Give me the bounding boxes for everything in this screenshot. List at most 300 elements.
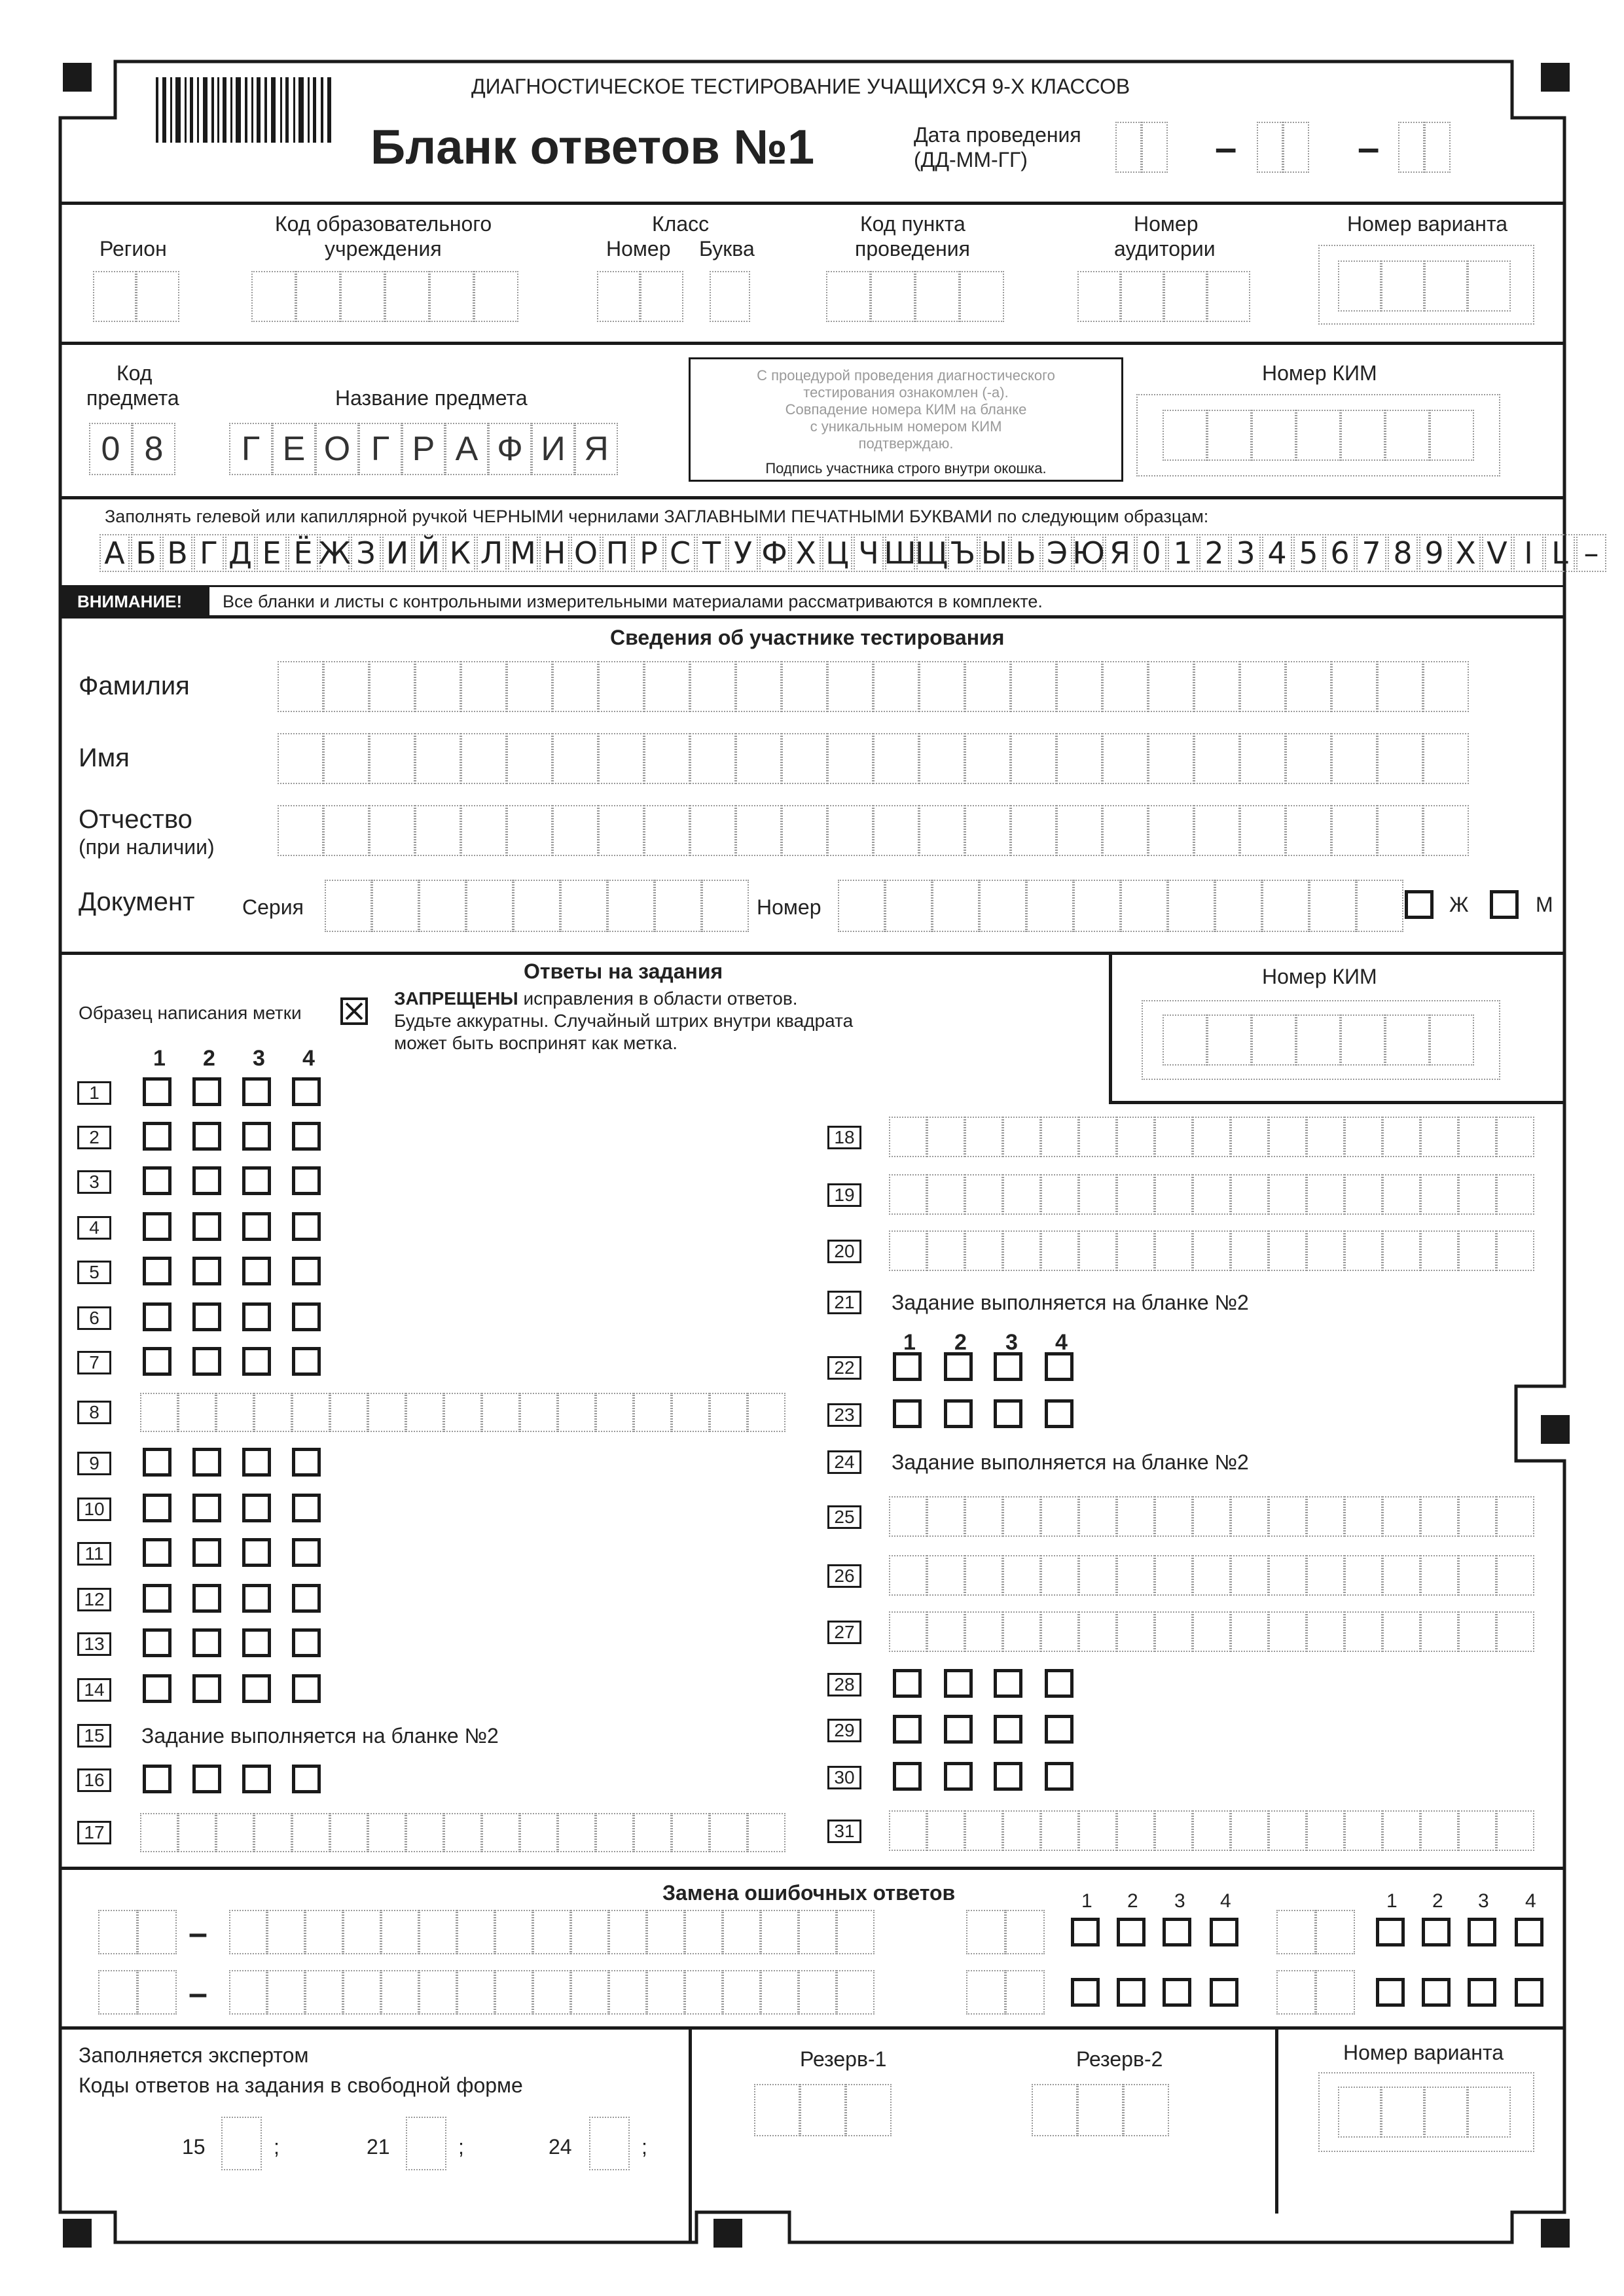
series-cells[interactable]: [325, 880, 749, 932]
answer-checkbox[interactable]: [242, 1257, 271, 1285]
input-cell[interactable]: [216, 1393, 254, 1432]
input-cell[interactable]: [1003, 1496, 1041, 1537]
repl-task-cells[interactable]: [966, 1970, 1045, 2015]
room-cells[interactable]: [1077, 271, 1250, 322]
input-cell[interactable]: [1496, 1230, 1534, 1271]
input-cell[interactable]: [596, 1393, 634, 1432]
input-cell[interactable]: [598, 661, 644, 712]
input-cell[interactable]: [1117, 1611, 1155, 1652]
input-cell[interactable]: [98, 1910, 137, 1954]
input-cell[interactable]: [1215, 880, 1262, 932]
input-cell[interactable]: [889, 1230, 927, 1271]
repl-answer-cells[interactable]: [229, 1970, 875, 2015]
answer-checkbox[interactable]: [242, 1166, 271, 1195]
input-cell[interactable]: [457, 1970, 495, 2015]
answer-checkbox[interactable]: [192, 1628, 221, 1657]
input-cell[interactable]: [826, 271, 871, 322]
input-cell[interactable]: [1269, 1555, 1307, 1596]
input-cell[interactable]: [385, 271, 429, 322]
class-number-cells[interactable]: [597, 271, 683, 322]
input-cell[interactable]: [254, 1393, 292, 1432]
answer-checkbox[interactable]: [192, 1674, 221, 1703]
input-cell[interactable]: [1269, 1174, 1307, 1215]
region-cells[interactable]: [93, 271, 179, 322]
input-cell[interactable]: [216, 1813, 254, 1852]
input-cell[interactable]: [1286, 805, 1331, 856]
input-cell[interactable]: [1079, 1174, 1117, 1215]
input-cell[interactable]: [927, 1117, 965, 1157]
reserve1-cells[interactable]: [754, 2084, 892, 2136]
input-cell[interactable]: [838, 880, 885, 932]
doc-number-cells[interactable]: [838, 880, 1403, 932]
answer-checkbox[interactable]: [143, 1302, 171, 1331]
input-cell[interactable]: [1307, 1117, 1344, 1157]
input-cell[interactable]: [919, 733, 965, 784]
answer-checkbox[interactable]: [192, 1494, 221, 1522]
input-cell[interactable]: [1163, 1014, 1207, 1066]
input-cell[interactable]: [1117, 1174, 1155, 1215]
input-cell[interactable]: [1041, 1810, 1079, 1851]
input-cell[interactable]: [1231, 1555, 1269, 1596]
input-cell[interactable]: [1382, 1174, 1420, 1215]
input-cell[interactable]: [1468, 2087, 1511, 2138]
input-cell[interactable]: [1420, 1555, 1458, 1596]
repl-checkbox[interactable]: [1117, 1978, 1146, 2007]
input-cell[interactable]: [1005, 1910, 1045, 1954]
answer-checkbox[interactable]: [1045, 1762, 1074, 1791]
input-cell[interactable]: [761, 1910, 799, 1954]
input-cell[interactable]: [748, 1393, 785, 1432]
input-cell[interactable]: [827, 805, 873, 856]
input-cell[interactable]: [873, 733, 919, 784]
expert-cell[interactable]: [589, 2117, 630, 2170]
input-cell[interactable]: [1307, 1174, 1344, 1215]
answer-checkbox[interactable]: [192, 1584, 221, 1613]
input-cell[interactable]: [343, 1910, 381, 1954]
input-cell[interactable]: [609, 1910, 647, 1954]
footer-variant-cells[interactable]: [1338, 2087, 1511, 2138]
answer-checkbox[interactable]: [893, 1762, 922, 1791]
input-cell[interactable]: [710, 1393, 748, 1432]
input-cell[interactable]: [251, 271, 296, 322]
answer-checkbox[interactable]: [143, 1122, 171, 1151]
input-cell[interactable]: [1155, 1496, 1193, 1537]
input-cell[interactable]: [1041, 1555, 1079, 1596]
input-cell[interactable]: [782, 805, 827, 856]
input-cell[interactable]: [1331, 805, 1377, 856]
expert-cell[interactable]: [221, 2117, 262, 2170]
input-cell[interactable]: [966, 1970, 1005, 2015]
repl-checkbox[interactable]: [1163, 1978, 1191, 2007]
input-cell[interactable]: [1079, 1611, 1117, 1652]
class-letter-cells[interactable]: [710, 271, 750, 322]
input-cell[interactable]: [507, 805, 552, 856]
input-cell[interactable]: [672, 1813, 710, 1852]
expert-cell[interactable]: [406, 2117, 446, 2170]
answer-checkbox[interactable]: [143, 1628, 171, 1657]
repl-checkbox[interactable]: [1376, 1978, 1405, 2007]
input-cell[interactable]: [690, 805, 736, 856]
input-cell[interactable]: [323, 661, 369, 712]
input-cell[interactable]: [889, 1117, 927, 1157]
input-cell[interactable]: [634, 1813, 672, 1852]
input-cell[interactable]: [889, 1810, 927, 1851]
answer-checkbox[interactable]: [143, 1674, 171, 1703]
input-cell[interactable]: [1193, 1230, 1231, 1271]
input-cell[interactable]: [1262, 880, 1309, 932]
answer-checkbox[interactable]: [893, 1715, 922, 1744]
answer-checkbox[interactable]: [242, 1628, 271, 1657]
input-cell[interactable]: [723, 1910, 761, 1954]
input-cell[interactable]: [1458, 1555, 1496, 1596]
input-cell[interactable]: [1077, 2084, 1123, 2136]
input-cell[interactable]: [1420, 1611, 1458, 1652]
date-cell[interactable]: [1142, 122, 1168, 173]
input-cell[interactable]: [1003, 1117, 1041, 1157]
input-cell[interactable]: [1338, 260, 1381, 312]
input-cell[interactable]: [229, 1970, 267, 2015]
input-cell[interactable]: [644, 661, 690, 712]
input-cell[interactable]: [1079, 1496, 1117, 1537]
input-cell[interactable]: [1121, 271, 1164, 322]
input-cell[interactable]: [137, 1910, 177, 1954]
input-cell[interactable]: [919, 661, 965, 712]
input-cell[interactable]: [1458, 1174, 1496, 1215]
answer-checkbox[interactable]: [292, 1584, 321, 1613]
input-cell[interactable]: [960, 271, 1004, 322]
input-cell[interactable]: [1011, 805, 1056, 856]
answer-checkbox[interactable]: [143, 1257, 171, 1285]
input-cell[interactable]: [1344, 1611, 1382, 1652]
input-cell[interactable]: [520, 1393, 558, 1432]
point-code-cells[interactable]: [826, 271, 1004, 322]
date-cell[interactable]: [1283, 122, 1309, 173]
input-cell[interactable]: [827, 733, 873, 784]
input-cell[interactable]: [444, 1813, 482, 1852]
input-cell[interactable]: [461, 805, 507, 856]
input-cell[interactable]: [965, 1174, 1003, 1215]
answer-checkbox[interactable]: [143, 1494, 171, 1522]
input-cell[interactable]: [1377, 661, 1423, 712]
patronymic-cells[interactable]: [278, 805, 1469, 856]
input-cell[interactable]: [644, 733, 690, 784]
input-cell[interactable]: [461, 661, 507, 712]
input-cell[interactable]: [137, 1970, 177, 2015]
input-cell[interactable]: [1424, 260, 1468, 312]
date-day-cells[interactable]: [1115, 122, 1168, 173]
input-cell[interactable]: [1377, 733, 1423, 784]
input-cell[interactable]: [1231, 1117, 1269, 1157]
input-cell[interactable]: [1420, 1496, 1458, 1537]
input-cell[interactable]: [444, 1393, 482, 1432]
input-cell[interactable]: [889, 1555, 927, 1596]
input-cell[interactable]: [1496, 1555, 1534, 1596]
input-cell[interactable]: [761, 1970, 799, 2015]
input-cell[interactable]: [919, 805, 965, 856]
input-cell[interactable]: [873, 805, 919, 856]
answer-checkbox[interactable]: [143, 1538, 171, 1567]
input-cell[interactable]: [965, 1611, 1003, 1652]
input-cell[interactable]: [927, 1611, 965, 1652]
input-cell[interactable]: [1458, 1230, 1496, 1271]
input-cell[interactable]: [1148, 733, 1194, 784]
input-cell[interactable]: [710, 271, 750, 322]
input-cell[interactable]: [1041, 1174, 1079, 1215]
repl-checkbox[interactable]: [1468, 1918, 1496, 1946]
input-cell[interactable]: [1420, 1174, 1458, 1215]
input-cell[interactable]: [1344, 1496, 1382, 1537]
input-cell[interactable]: [330, 1813, 368, 1852]
input-cell[interactable]: [1458, 1611, 1496, 1652]
date-year-cells[interactable]: [1398, 122, 1451, 173]
answer-checkbox[interactable]: [242, 1538, 271, 1567]
input-cell[interactable]: [889, 1611, 927, 1652]
input-cell[interactable]: [607, 880, 655, 932]
answer-checkbox[interactable]: [994, 1399, 1022, 1428]
input-cell[interactable]: [495, 1910, 533, 1954]
input-cell[interactable]: [634, 1393, 672, 1432]
repl-checkbox[interactable]: [1163, 1918, 1191, 1946]
input-cell[interactable]: [457, 1910, 495, 1954]
answer-checkbox[interactable]: [242, 1077, 271, 1106]
answer-checkbox[interactable]: [143, 1077, 171, 1106]
input-cell[interactable]: [685, 1970, 723, 2015]
input-cell[interactable]: [1193, 1174, 1231, 1215]
repl-checkbox[interactable]: [1210, 1978, 1238, 2007]
input-cell[interactable]: [369, 661, 415, 712]
input-cell[interactable]: [1041, 1117, 1079, 1157]
input-cell[interactable]: [1496, 1117, 1534, 1157]
input-cell[interactable]: [1309, 880, 1356, 932]
input-cell[interactable]: [305, 1970, 343, 2015]
input-cell[interactable]: [1269, 1810, 1307, 1851]
answer-checkbox[interactable]: [242, 1212, 271, 1241]
input-cell[interactable]: [1155, 1117, 1193, 1157]
input-cell[interactable]: [1307, 1611, 1344, 1652]
input-cell[interactable]: [609, 1970, 647, 2015]
input-cell[interactable]: [1420, 1230, 1458, 1271]
answer-checkbox[interactable]: [242, 1347, 271, 1376]
input-cell[interactable]: [736, 805, 782, 856]
input-cell[interactable]: [1079, 1810, 1117, 1851]
input-cell[interactable]: [644, 805, 690, 856]
input-cell[interactable]: [429, 271, 474, 322]
input-cell[interactable]: [560, 880, 607, 932]
input-cell[interactable]: [1079, 1117, 1117, 1157]
input-cell[interactable]: [1074, 880, 1121, 932]
input-cell[interactable]: [1102, 661, 1148, 712]
repl-checkbox[interactable]: [1515, 1978, 1543, 2007]
input-cell[interactable]: [369, 805, 415, 856]
input-cell[interactable]: [927, 1810, 965, 1851]
input-cell[interactable]: [1496, 1496, 1534, 1537]
input-cell[interactable]: [254, 1813, 292, 1852]
input-cell[interactable]: [136, 271, 179, 322]
name-cells[interactable]: [278, 733, 1469, 784]
answer-checkbox[interactable]: [944, 1669, 973, 1698]
answer-checkbox[interactable]: [292, 1077, 321, 1106]
input-cell[interactable]: [690, 661, 736, 712]
input-cell[interactable]: [1377, 805, 1423, 856]
input-cell[interactable]: [552, 661, 598, 712]
input-cell[interactable]: [552, 805, 598, 856]
input-cell[interactable]: [1381, 260, 1424, 312]
input-cell[interactable]: [979, 880, 1026, 932]
answer-checkbox[interactable]: [143, 1765, 171, 1793]
input-cell[interactable]: [1458, 1117, 1496, 1157]
input-cell[interactable]: [1382, 1496, 1420, 1537]
input-cell[interactable]: [1117, 1555, 1155, 1596]
input-cell[interactable]: [1307, 1230, 1344, 1271]
input-cell[interactable]: [552, 733, 598, 784]
input-cell[interactable]: [1231, 1174, 1269, 1215]
input-cell[interactable]: [1003, 1611, 1041, 1652]
input-cell[interactable]: [1430, 1014, 1474, 1066]
input-cell[interactable]: [1496, 1611, 1534, 1652]
input-cell[interactable]: [1420, 1117, 1458, 1157]
input-cell[interactable]: [278, 805, 323, 856]
answer-checkbox[interactable]: [143, 1166, 171, 1195]
date-cell[interactable]: [1257, 122, 1283, 173]
input-cell[interactable]: [1430, 410, 1474, 461]
input-cell[interactable]: [1269, 1611, 1307, 1652]
input-cell[interactable]: [513, 880, 560, 932]
input-cell[interactable]: [1423, 805, 1469, 856]
input-cell[interactable]: [1231, 1611, 1269, 1652]
answer-checkbox[interactable]: [192, 1257, 221, 1285]
input-cell[interactable]: [1296, 410, 1341, 461]
input-cell[interactable]: [782, 733, 827, 784]
input-cell[interactable]: [466, 880, 513, 932]
input-cell[interactable]: [1286, 661, 1331, 712]
answer-checkbox[interactable]: [242, 1584, 271, 1613]
input-cell[interactable]: [178, 1813, 216, 1852]
input-cell[interactable]: [965, 1117, 1003, 1157]
input-cell[interactable]: [1079, 1555, 1117, 1596]
input-cell[interactable]: [1193, 1810, 1231, 1851]
input-cell[interactable]: [140, 1393, 178, 1432]
input-cell[interactable]: [1117, 1117, 1155, 1157]
input-cell[interactable]: [369, 733, 415, 784]
input-cell[interactable]: [1423, 661, 1469, 712]
input-cell[interactable]: [1077, 271, 1121, 322]
answer-checkbox[interactable]: [994, 1715, 1022, 1744]
input-cell[interactable]: [598, 805, 644, 856]
input-cell[interactable]: [1496, 1810, 1534, 1851]
input-cell[interactable]: [1231, 1230, 1269, 1271]
input-cell[interactable]: [871, 271, 915, 322]
input-cell[interactable]: [1155, 1611, 1193, 1652]
answer-cells[interactable]: [889, 1810, 1534, 1851]
input-cell[interactable]: [597, 271, 640, 322]
answer-checkbox[interactable]: [242, 1674, 271, 1703]
repl-checkbox[interactable]: [1376, 1918, 1405, 1946]
input-cell[interactable]: [748, 1813, 785, 1852]
input-cell[interactable]: [340, 271, 385, 322]
input-cell[interactable]: [736, 661, 782, 712]
input-cell[interactable]: [1168, 880, 1215, 932]
input-cell[interactable]: [495, 1970, 533, 2015]
input-cell[interactable]: [965, 661, 1011, 712]
answer-checkbox[interactable]: [192, 1122, 221, 1151]
input-cell[interactable]: [647, 1910, 685, 1954]
input-cell[interactable]: [507, 661, 552, 712]
answer-checkbox[interactable]: [944, 1399, 973, 1428]
answer-checkbox[interactable]: [292, 1628, 321, 1657]
input-cell[interactable]: [1193, 1555, 1231, 1596]
answer-checkbox[interactable]: [143, 1212, 171, 1241]
input-cell[interactable]: [1148, 661, 1194, 712]
answer-checkbox[interactable]: [192, 1347, 221, 1376]
input-cell[interactable]: [278, 733, 323, 784]
input-cell[interactable]: [782, 661, 827, 712]
input-cell[interactable]: [702, 880, 749, 932]
input-cell[interactable]: [1385, 410, 1430, 461]
answer-checkbox[interactable]: [292, 1122, 321, 1151]
answer-checkbox[interactable]: [292, 1257, 321, 1285]
school-code-cells[interactable]: [251, 271, 518, 322]
input-cell[interactable]: [1240, 733, 1286, 784]
input-cell[interactable]: [1468, 260, 1511, 312]
repl-task-cells[interactable]: [966, 1910, 1045, 1954]
input-cell[interactable]: [381, 1910, 419, 1954]
input-cell[interactable]: [1102, 805, 1148, 856]
answer-checkbox[interactable]: [242, 1122, 271, 1151]
input-cell[interactable]: [1344, 1810, 1382, 1851]
input-cell[interactable]: [558, 1393, 596, 1432]
input-cell[interactable]: [482, 1393, 520, 1432]
answer-cells[interactable]: [889, 1555, 1534, 1596]
input-cell[interactable]: [889, 1496, 927, 1537]
input-cell[interactable]: [267, 1970, 305, 2015]
input-cell[interactable]: [1344, 1230, 1382, 1271]
input-cell[interactable]: [323, 733, 369, 784]
answer-checkbox[interactable]: [893, 1399, 922, 1428]
input-cell[interactable]: [640, 271, 683, 322]
input-cell[interactable]: [1316, 1910, 1355, 1954]
signature-box[interactable]: [689, 357, 1123, 482]
input-cell[interactable]: [368, 1393, 406, 1432]
input-cell[interactable]: [415, 805, 461, 856]
input-cell[interactable]: [330, 1393, 368, 1432]
input-cell[interactable]: [533, 1970, 571, 2015]
answer-checkbox[interactable]: [944, 1715, 973, 1744]
input-cell[interactable]: [292, 1393, 330, 1432]
input-cell[interactable]: [140, 1813, 178, 1852]
answer-cells[interactable]: [889, 1117, 1534, 1157]
answer-checkbox[interactable]: [143, 1347, 171, 1376]
input-cell[interactable]: [1041, 1230, 1079, 1271]
answer-checkbox[interactable]: [292, 1448, 321, 1477]
input-cell[interactable]: [965, 1230, 1003, 1271]
answer-checkbox[interactable]: [292, 1765, 321, 1793]
input-cell[interactable]: [846, 2084, 892, 2136]
input-cell[interactable]: [419, 880, 466, 932]
input-cell[interactable]: [1424, 2087, 1468, 2138]
input-cell[interactable]: [1207, 1014, 1252, 1066]
input-cell[interactable]: [1011, 733, 1056, 784]
input-cell[interactable]: [1240, 805, 1286, 856]
input-cell[interactable]: [932, 880, 979, 932]
input-cell[interactable]: [647, 1970, 685, 2015]
answer-checkbox[interactable]: [994, 1762, 1022, 1791]
input-cell[interactable]: [1193, 1117, 1231, 1157]
input-cell[interactable]: [406, 1393, 444, 1432]
input-cell[interactable]: [296, 271, 340, 322]
input-cell[interactable]: [1307, 1496, 1344, 1537]
input-cell[interactable]: [927, 1174, 965, 1215]
input-cell[interactable]: [799, 1970, 837, 2015]
